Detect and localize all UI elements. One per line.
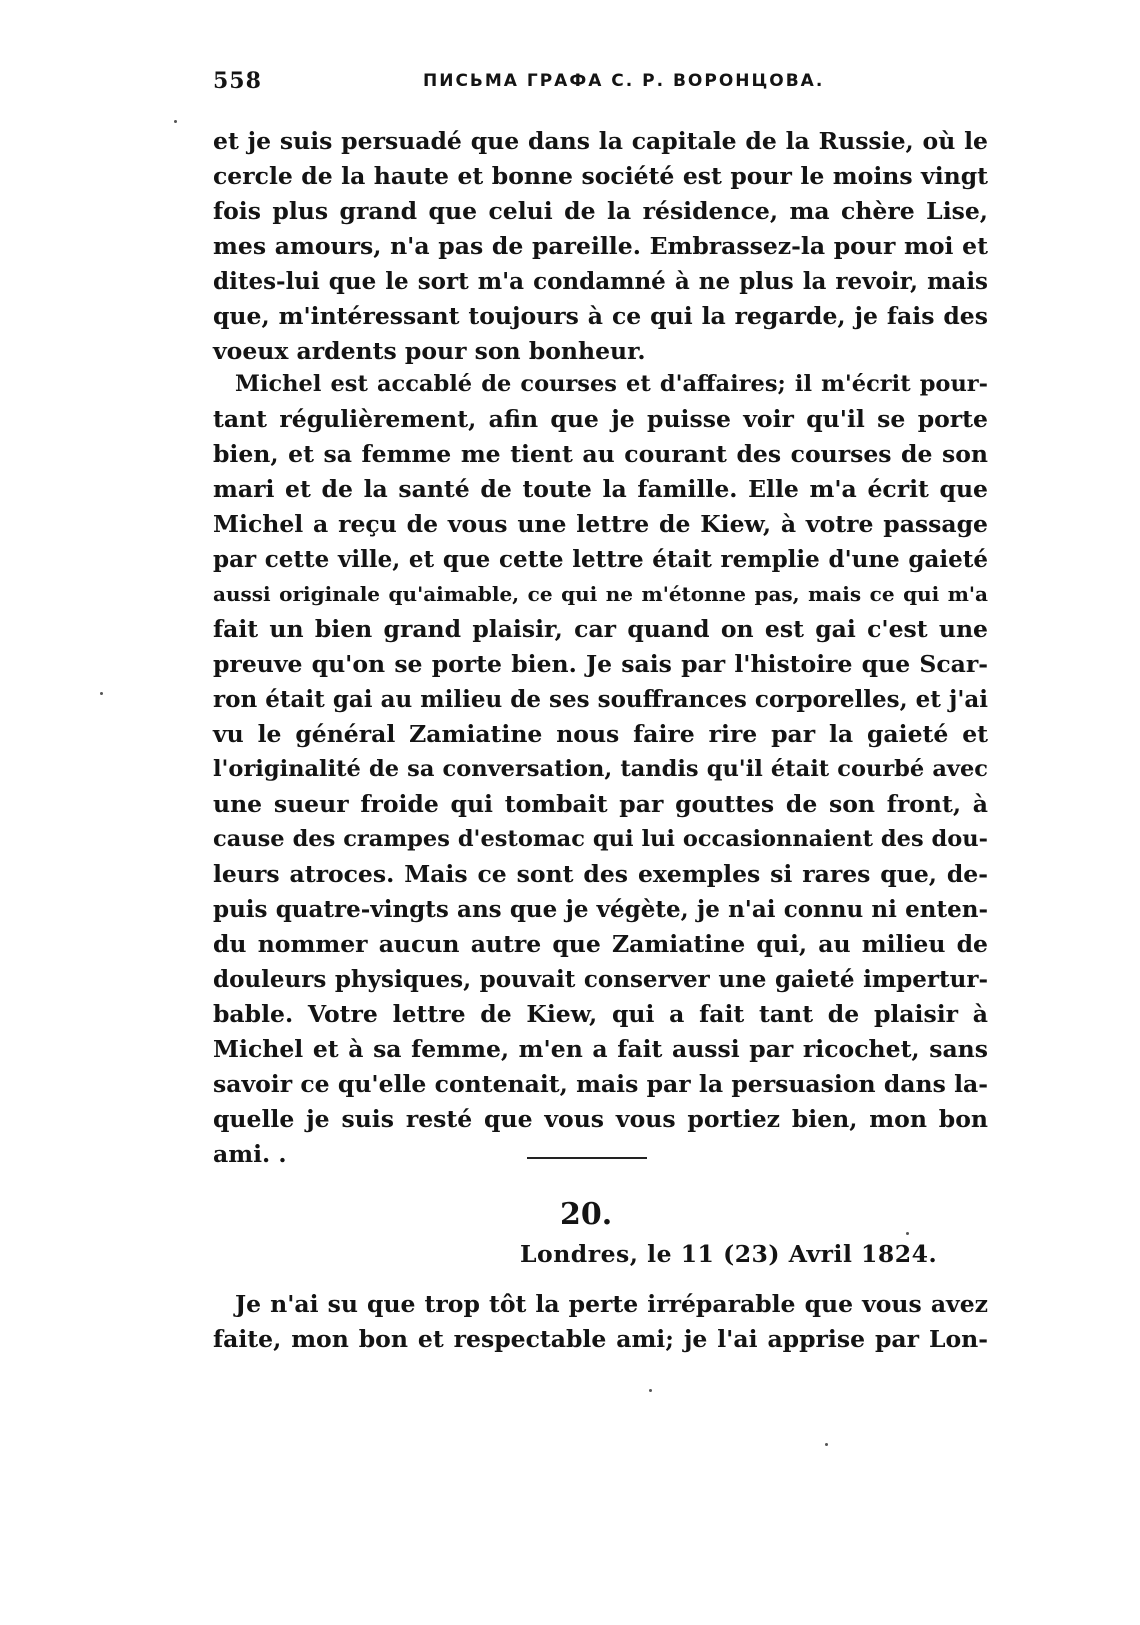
text-line: preuve qu'on se porte bien. Je sais par l'histoire que Scar- <box>213 650 988 678</box>
text-line: fait un bien grand plaisir, car quand on est gai c'est une <box>213 615 988 643</box>
scan-speck <box>649 1389 652 1392</box>
text-line: ami. . <box>213 1140 287 1168</box>
text-line: par cette ville, et que cette lettre était remplie d'une gaieté <box>213 546 988 573</box>
text-line: l'originalité de sa conversation, tandis qu'il était courbé avec <box>213 756 988 782</box>
running-head: ПИСЬМА ГРАФА С. Р. ВОРОНЦОВА. <box>423 71 825 91</box>
text-line: mes amours, n'a pas de pareille. Embrassez-la pour moi et <box>213 232 988 260</box>
text-line: dites-lui que le sort m'a condamné à ne plus la revoir, mais <box>213 268 988 295</box>
text-line: cercle de la haute et bonne société est pour le moins vingt <box>213 162 988 190</box>
text-line: savoir ce qu'elle contenait, mais par la persuasion dans la- <box>213 1070 988 1098</box>
text-line: quelle je suis resté que vous vous portiez bien, mon bon <box>213 1105 988 1133</box>
text-line: bien, et sa femme me tient au courant des courses de son <box>213 440 988 468</box>
text-line: Michel est accablé de courses et d'affaires; il m'écrit pour- <box>235 371 988 397</box>
letter-dateline: Londres, le 11 (23) Avril 1824. <box>520 1240 938 1268</box>
text-line: tant régulièrement, afin que je puisse voir qu'il se porte <box>213 405 988 433</box>
text-line: que, m'intéressant toujours à ce qui la regarde, je fais des <box>213 302 988 330</box>
text-line: Michel et à sa femme, m'en a fait aussi par ricochet, sans <box>213 1035 988 1063</box>
text-line: leurs atroces. Mais ce sont des exemples si rares que, de- <box>213 860 988 888</box>
text-line: voeux ardents pour son bonheur. <box>213 337 646 365</box>
text-line: vu le général Zamiatine nous faire rire par la gaieté et <box>213 720 988 748</box>
text-line: mari et de la santé de toute la famille. Elle m'a écrit que <box>213 475 988 503</box>
page-header <box>213 68 988 98</box>
text-line: une sueur froide qui tombait par gouttes de son front, à <box>213 790 988 818</box>
scan-speck <box>174 120 177 123</box>
paragraph-2 <box>213 367 988 1172</box>
text-line: ron était gai au milieu de ses souffrances corporelles, et j'ai <box>213 686 988 713</box>
text-line: fois plus grand que celui de la résidence, ma chère Lise, <box>213 197 988 225</box>
section-divider <box>527 1157 647 1159</box>
text-line: cause des crampes d'estomac qui lui occasionnaient des dou- <box>213 826 988 852</box>
text-line: bable. Votre lettre de Kiew, qui a fait tant de plaisir à <box>213 1000 988 1028</box>
letter-number: 20. <box>560 1197 613 1232</box>
text-line: Michel a reçu de vous une lettre de Kiew, à votre passage <box>213 510 988 538</box>
text-line: et je suis persuadé que dans la capitale de la Russie, où le <box>213 127 988 155</box>
scan-speck <box>825 1443 828 1446</box>
scan-speck <box>906 1232 909 1235</box>
text-line: faite, mon bon et respectable ami; je l'ai apprise par Lon- <box>213 1325 988 1353</box>
text-line: du nommer aucun autre que Zamiatine qui, au milieu de <box>213 930 988 958</box>
text-line: aussi originale qu'aimable, ce qui ne m'étonne pas, mais ce qui m'a <box>213 582 988 606</box>
page-number: 558 <box>213 68 262 94</box>
scan-speck <box>100 692 103 695</box>
text-line: puis quatre-vingts ans que je végète, je n'ai connu ni enten- <box>213 896 988 923</box>
paragraph-1 <box>213 124 988 369</box>
letter-20-text <box>213 1287 988 1357</box>
text-line: Je n'ai su que trop tôt la perte irréparable que vous avez <box>235 1290 988 1318</box>
text-line: douleurs physiques, pouvait conserver une gaieté impertur- <box>213 966 988 993</box>
